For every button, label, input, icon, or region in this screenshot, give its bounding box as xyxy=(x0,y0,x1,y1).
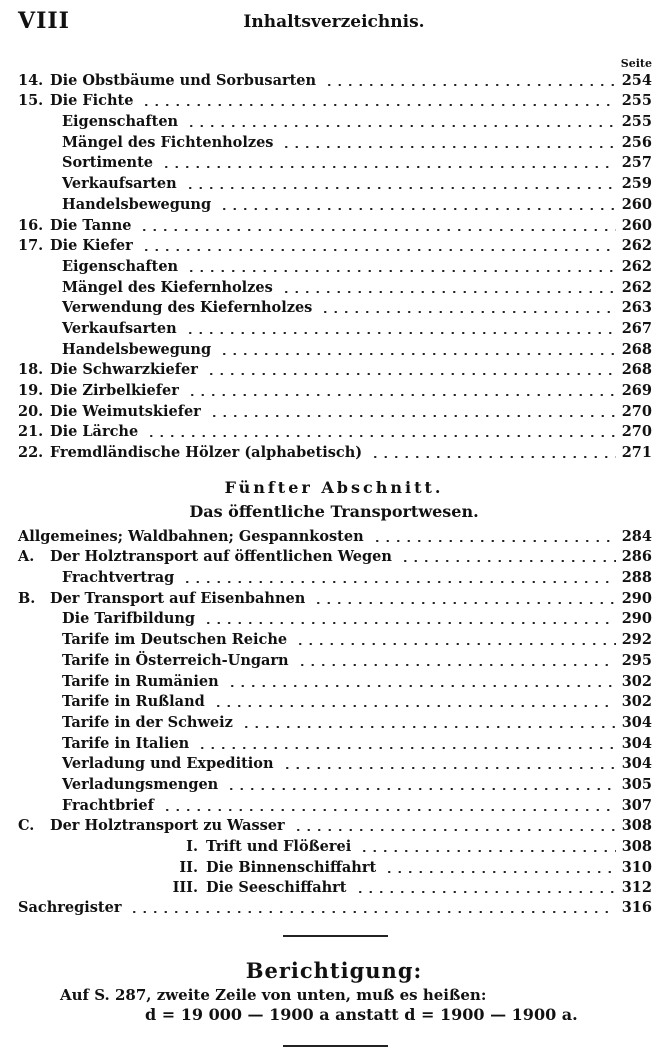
toc-entry-page: 263 xyxy=(621,299,652,317)
toc-entry xyxy=(18,816,652,837)
toc-list-part1 xyxy=(18,70,652,463)
toc-entry-label: Die Seeschiffahrt xyxy=(206,879,347,897)
dot-leader xyxy=(139,229,615,231)
dot-leader xyxy=(186,270,616,272)
toc-entry-label: Eigenschaften xyxy=(62,257,179,275)
toc-entry-page: 268 xyxy=(621,361,652,379)
dot-leader xyxy=(281,146,615,148)
toc-entry-page: 262 xyxy=(621,257,652,275)
toc-entry-number: A. xyxy=(18,548,35,566)
section-subheading: Das öffentliche Transportwesen. xyxy=(189,502,479,521)
dot-leader xyxy=(187,394,616,396)
toc-entry-page: 292 xyxy=(621,631,652,649)
toc-entry-page: 255 xyxy=(621,113,652,131)
toc-entry-label: Handelsbewegung xyxy=(62,340,212,358)
toc-entry-page: 259 xyxy=(621,175,652,193)
toc-entry xyxy=(18,609,652,630)
toc-entry-page: 271 xyxy=(621,444,652,462)
dot-leader xyxy=(213,705,616,707)
toc-entry-label: Sortimente xyxy=(62,154,154,172)
toc-entry-page: 256 xyxy=(621,133,652,151)
toc-entry-page: 305 xyxy=(621,775,652,793)
toc-entry-label: Die Kiefer xyxy=(50,237,133,255)
toc-entry-page: 270 xyxy=(621,402,652,420)
toc-entry-number: 18. xyxy=(18,361,44,379)
toc-entry-page: 304 xyxy=(621,734,652,752)
toc-entry-page: 284 xyxy=(621,527,652,545)
toc-entry-label: Die Tarifbildung xyxy=(62,610,196,628)
toc-entry-number: 22. xyxy=(18,444,44,462)
toc-entry-number: 21. xyxy=(18,423,44,441)
toc-entry-label: Die Fichte xyxy=(50,92,134,110)
toc-entry-label: Tarife in Italien xyxy=(62,734,190,752)
dot-leader xyxy=(203,622,616,624)
dot-leader xyxy=(293,829,616,831)
toc-entry xyxy=(18,547,652,568)
toc-entry-label: Fremdländische Hölzer (alphabetisch) xyxy=(50,444,363,462)
toc-entry-number: 16. xyxy=(18,216,44,234)
toc-entry-label: Die Tanne xyxy=(50,216,132,234)
dot-leader xyxy=(297,664,616,666)
dot-leader xyxy=(370,456,616,458)
toc-entry-label: Sachregister xyxy=(18,898,122,916)
toc-entry-page: 270 xyxy=(621,423,652,441)
toc-entry xyxy=(18,360,652,381)
toc-list-part2 xyxy=(18,526,652,898)
toc-entry xyxy=(18,91,652,112)
toc-entry-page: 254 xyxy=(621,71,652,89)
toc-entry-label: Die Zirbelkiefer xyxy=(50,382,179,399)
toc-entry xyxy=(18,422,652,443)
correction-title: Berichtigung: xyxy=(245,958,423,983)
toc-entry xyxy=(18,70,652,91)
toc-entry-page: 262 xyxy=(621,237,652,255)
divider-rule xyxy=(283,935,388,937)
toc-entry-label: Tarife im Deutschen Reiche xyxy=(62,631,288,649)
toc-entry xyxy=(18,567,652,588)
toc-entry-page: 308 xyxy=(621,838,652,855)
dot-leader xyxy=(141,249,616,251)
dot-leader xyxy=(162,809,616,811)
toc-entry-label: Frachtvertrag xyxy=(62,569,175,587)
dot-leader xyxy=(185,332,616,334)
toc-entry-label: Handelsbewegung xyxy=(62,195,212,213)
toc-entry-label: Die Schwarzkiefer xyxy=(50,361,198,379)
dot-leader xyxy=(227,685,616,687)
dot-leader xyxy=(241,726,616,728)
toc-entry-label: Eigenschaften xyxy=(62,113,179,131)
toc-entry-number: I. xyxy=(186,838,198,855)
toc-entry-label: Der Holztransport auf öffentlichen Wegen xyxy=(50,548,392,566)
toc-entry-page: 255 xyxy=(621,92,652,110)
toc-entry-page: 260 xyxy=(621,216,652,234)
toc-entry-page: 304 xyxy=(621,713,652,731)
toc-entry-label: Mängel des Fichtenholzes xyxy=(62,133,274,151)
toc-entry-page: 302 xyxy=(621,672,652,690)
dot-leader xyxy=(219,208,616,210)
toc-entry-page: 268 xyxy=(621,340,652,358)
toc-entry xyxy=(18,173,652,194)
toc-entry xyxy=(18,733,652,754)
toc-entry-number: 14. xyxy=(18,71,44,89)
toc-entry-label: Die Weimutskiefer xyxy=(50,402,201,420)
dot-leader xyxy=(320,311,615,313)
toc-entry-number: B. xyxy=(18,589,36,607)
toc-entry-label: Mängel des Kiefernholzes xyxy=(62,278,273,296)
toc-entry-label: Verkaufsarten xyxy=(62,175,177,193)
toc-entry xyxy=(18,339,652,360)
toc-entry-label: Verladung und Expedition xyxy=(62,755,274,773)
toc-entry-page: 308 xyxy=(621,817,652,835)
toc-entry-label: Allgemeines; Waldbahnen; Gespannkosten xyxy=(18,527,364,545)
toc-entry xyxy=(18,401,652,422)
dot-leader xyxy=(185,187,616,189)
dot-leader xyxy=(400,560,616,562)
toc-entry xyxy=(18,442,652,463)
toc-entry-label: Verladungsmengen xyxy=(62,775,219,793)
toc-entry-page: 262 xyxy=(621,278,652,296)
dot-leader xyxy=(197,747,616,749)
toc-entry xyxy=(18,380,652,401)
dot-leader xyxy=(161,166,616,168)
toc-entry-page: 302 xyxy=(621,693,652,711)
toc-entry xyxy=(18,650,652,671)
toc-entry-number: 17. xyxy=(18,237,44,255)
toc-entry xyxy=(18,795,652,816)
toc-entry xyxy=(18,712,652,733)
dot-leader xyxy=(359,850,615,852)
toc-entry-label: Die Binnenschiffahrt xyxy=(206,858,377,876)
toc-entry-label: Tarife in Rumänien xyxy=(62,672,219,690)
toc-entry-number: C. xyxy=(18,817,35,835)
toc-entry-label: Die Lärche xyxy=(50,423,139,441)
correction-formula: d = 19 000 — 1900 a anstatt d = 1900 — 1900 a. xyxy=(145,1005,578,1024)
toc-list-part3 xyxy=(18,897,652,918)
dot-leader xyxy=(129,911,615,913)
divider-rule-bottom xyxy=(283,1045,388,1047)
toc-entry xyxy=(18,588,652,609)
toc-entry-label: Verkaufsarten xyxy=(62,319,177,337)
dot-leader xyxy=(295,643,616,645)
toc-entry xyxy=(18,836,652,857)
toc-entry xyxy=(18,671,652,692)
dot-leader xyxy=(355,891,616,893)
toc-entry xyxy=(18,153,652,174)
dot-leader xyxy=(313,602,615,604)
toc-entry xyxy=(18,194,652,215)
dot-leader xyxy=(219,353,616,355)
toc-entry-page: 286 xyxy=(621,548,652,566)
toc-entry-page: 295 xyxy=(621,651,652,669)
toc-entry-page: 307 xyxy=(621,796,652,814)
toc-entry xyxy=(18,857,652,878)
toc-entry xyxy=(18,256,652,277)
page-number: VIII xyxy=(18,8,70,34)
toc-entry xyxy=(18,236,652,257)
toc-entry xyxy=(18,132,652,153)
toc-entry-label: Verwendung des Kiefernholzes xyxy=(62,299,313,317)
toc-entry xyxy=(18,754,652,775)
toc-entry xyxy=(18,526,652,547)
toc-entry-label: Trift und Flößerei xyxy=(206,838,352,855)
toc-entry-page: 290 xyxy=(621,610,652,628)
toc-entry-page: 260 xyxy=(621,195,652,213)
dot-leader xyxy=(182,581,615,583)
toc-entry-page: 304 xyxy=(621,755,652,773)
toc-entry-number: 15. xyxy=(18,92,44,110)
toc-entry-page: 310 xyxy=(621,858,652,876)
correction-text: Auf S. 287, zweite Zeile von unten, muß es heißen: xyxy=(60,986,487,1004)
toc-entry-page: 288 xyxy=(621,569,652,587)
toc-entry-label: Tarife in Österreich-Ungarn xyxy=(62,651,289,669)
toc-entry-page: 290 xyxy=(621,589,652,607)
dot-leader xyxy=(209,415,616,417)
toc-entry-page: 257 xyxy=(621,154,652,172)
dot-leader xyxy=(146,435,616,437)
dot-leader xyxy=(384,871,616,873)
toc-entry-label: Tarife in der Schweiz xyxy=(62,713,233,731)
toc-entry xyxy=(18,298,652,319)
toc-entry xyxy=(18,774,652,795)
toc-entry-number: III. xyxy=(172,879,198,897)
seite-column-label: Seite xyxy=(620,57,652,70)
toc-entry xyxy=(18,897,652,918)
page-title: Inhaltsverzeichnis. xyxy=(243,12,425,32)
dot-leader xyxy=(281,291,616,293)
toc-entry-number: II. xyxy=(179,858,198,876)
toc-entry-label: Die Obstbäume und Sorbusarten xyxy=(50,71,317,89)
toc-entry-label: Der Transport auf Eisenbahnen xyxy=(50,589,306,607)
toc-entry-label: Frachtbrief xyxy=(62,796,154,814)
dot-leader xyxy=(206,373,616,375)
dot-leader xyxy=(186,125,616,127)
toc-entry xyxy=(18,629,652,650)
toc-entry xyxy=(18,277,652,298)
toc-entry-number: 19. xyxy=(18,382,44,399)
dot-leader xyxy=(226,788,615,790)
dot-leader xyxy=(141,104,615,106)
toc-entry xyxy=(18,318,652,339)
toc-entry xyxy=(18,878,652,899)
toc-entry xyxy=(18,215,652,236)
toc-entry-page: 312 xyxy=(621,879,652,897)
toc-entry-page: 316 xyxy=(621,898,652,916)
toc-entry xyxy=(18,692,652,713)
toc-entry xyxy=(18,111,652,132)
toc-entry-label: Der Holztransport zu Wasser xyxy=(50,817,285,835)
toc-entry-number: 20. xyxy=(18,402,44,420)
toc-entry-page: 267 xyxy=(621,319,652,337)
section-heading: Fünfter Abschnitt. xyxy=(224,478,444,497)
toc-entry-page: 269 xyxy=(621,382,652,399)
toc-entry-label: Tarife in Rußland xyxy=(62,693,205,711)
dot-leader xyxy=(372,540,616,542)
dot-leader xyxy=(282,767,616,769)
dot-leader xyxy=(324,84,616,86)
